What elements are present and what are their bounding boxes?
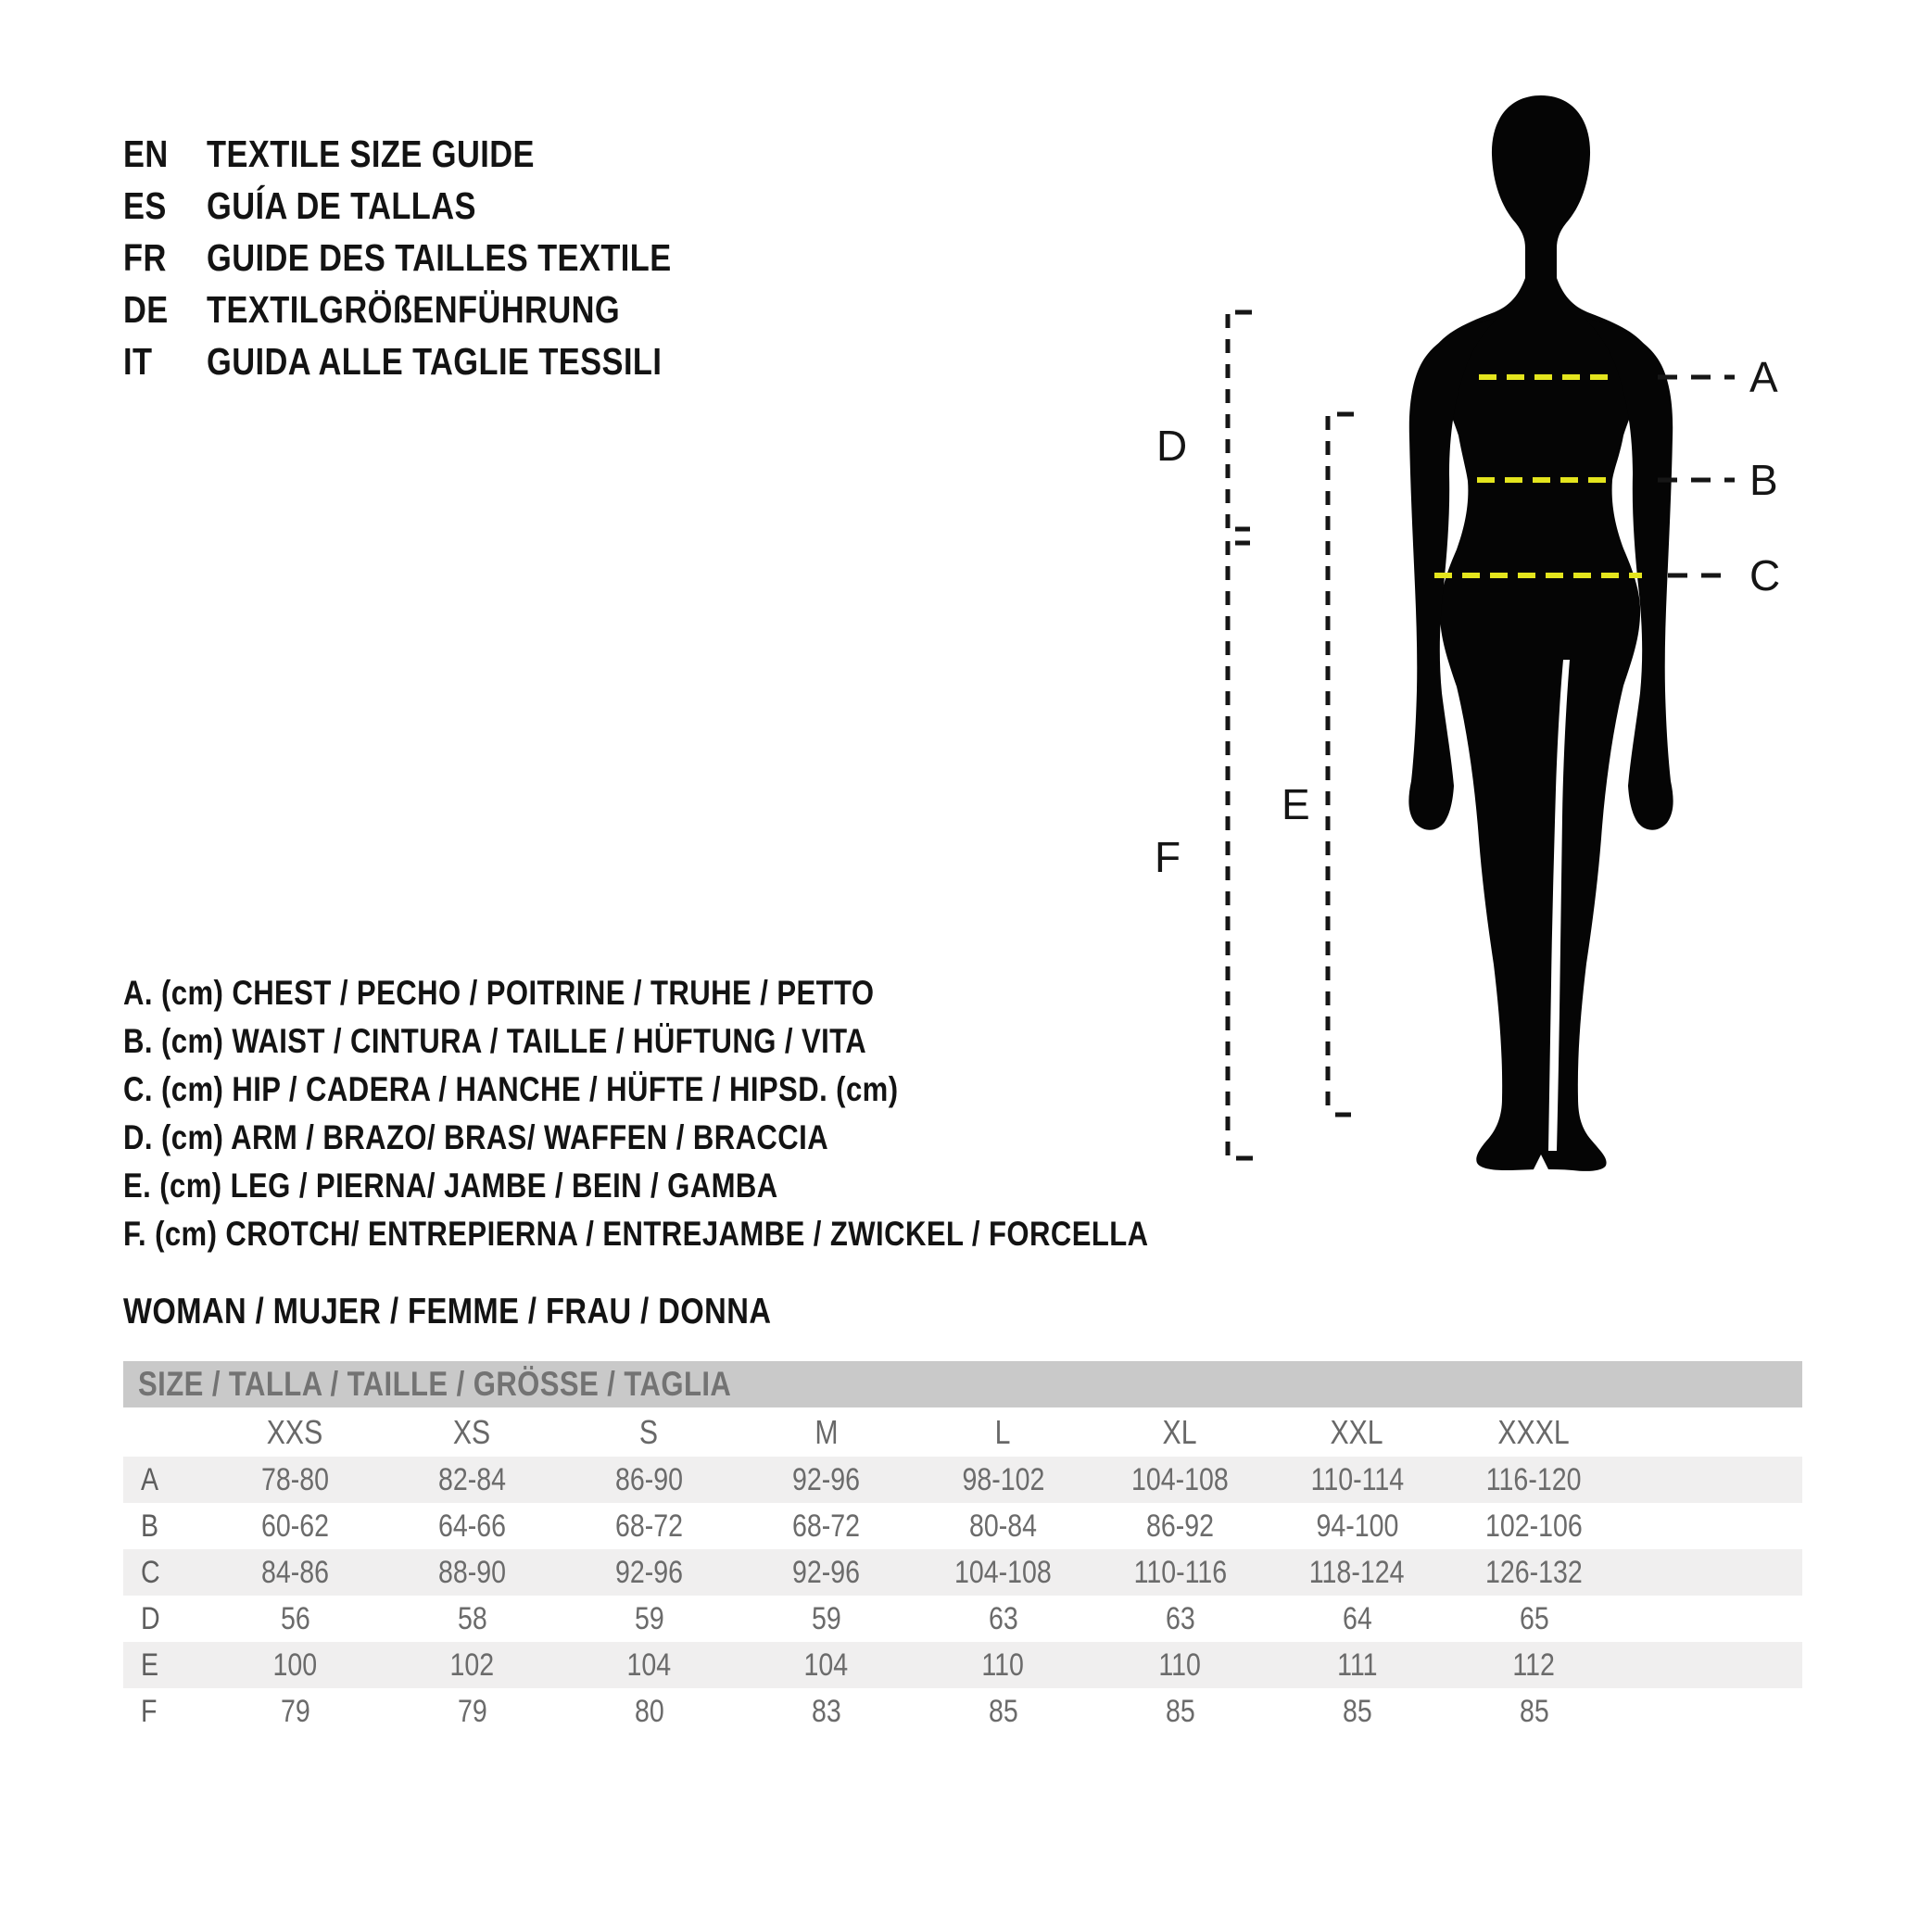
- size-value: [1446, 1596, 1623, 1642]
- size-value: [1446, 1457, 1623, 1503]
- language-code: IT: [123, 339, 153, 383]
- size-value: [738, 1596, 915, 1642]
- row-label-text: E: [141, 1647, 159, 1683]
- row-label-text: A: [141, 1462, 159, 1497]
- legend-row: [123, 1066, 1344, 1114]
- size-value: [915, 1549, 1092, 1596]
- size-column-header-text: XXXL: [1497, 1413, 1571, 1451]
- size-value: [561, 1549, 738, 1596]
- size-value-text: 110-114: [1310, 1462, 1404, 1497]
- size-value-text: 94-100: [1316, 1508, 1398, 1544]
- size-value: [384, 1457, 561, 1503]
- row-label: [123, 1457, 207, 1503]
- size-value: [561, 1642, 738, 1688]
- size-value: [1269, 1549, 1446, 1596]
- size-column-header: [1446, 1407, 1623, 1457]
- size-column-header: [1092, 1407, 1269, 1457]
- size-value-text: 85: [1519, 1694, 1549, 1729]
- size-value: [1092, 1596, 1269, 1642]
- legend-text: E. (cm) LEG / PIERNA/ JAMBE / BEIN / GAMBA: [123, 1167, 778, 1205]
- size-value: [1269, 1642, 1446, 1688]
- size-value: [915, 1596, 1092, 1642]
- size-columns-row: [123, 1407, 1802, 1457]
- legend-text: C. (cm) HIP / CADERA / HANCHE / HÜFTE / HIPSD. (cm): [123, 1070, 899, 1108]
- size-column-header: [561, 1407, 738, 1457]
- figure-label-d: D: [1156, 422, 1188, 470]
- row-label: [123, 1549, 207, 1596]
- size-value-text: 92-96: [614, 1555, 684, 1590]
- size-value: [738, 1688, 915, 1735]
- size-column-header: [384, 1407, 561, 1457]
- figure-label-f: F: [1155, 833, 1181, 881]
- size-value: [207, 1688, 384, 1735]
- size-value: [1092, 1549, 1269, 1596]
- woman-silhouette: [1432, 95, 1650, 1171]
- size-value-text: 63: [988, 1601, 1018, 1636]
- size-value-text: 59: [811, 1601, 841, 1636]
- size-value-text: 110: [981, 1647, 1025, 1683]
- size-column-header-text: XXS: [267, 1413, 323, 1451]
- measurement-legend: [123, 969, 1344, 1258]
- legend-row: [123, 1162, 1344, 1210]
- size-column-header-text: M: [814, 1413, 839, 1451]
- size-value: [207, 1457, 384, 1503]
- size-value-text: 58: [457, 1601, 487, 1636]
- size-value: [384, 1688, 561, 1735]
- legend-row: [123, 1114, 1344, 1162]
- size-value-text: 102-106: [1485, 1508, 1583, 1544]
- size-value: [915, 1457, 1092, 1503]
- size-value-text: 104-108: [954, 1555, 1052, 1590]
- size-value-text: 104: [803, 1647, 849, 1683]
- figure-label-b: B: [1749, 456, 1778, 504]
- table-header-text: SIZE / TALLA / TAILLE / GRÖSSE / TAGLIA: [138, 1365, 732, 1403]
- size-value-text: 118-124: [1309, 1555, 1405, 1590]
- size-table-row: [123, 1596, 1802, 1642]
- row-label: [123, 1503, 207, 1549]
- size-table-row: [123, 1688, 1802, 1735]
- size-value-text: 102: [449, 1647, 495, 1683]
- size-value: [1092, 1688, 1269, 1735]
- size-value-text: 100: [272, 1647, 318, 1683]
- size-value: [207, 1549, 384, 1596]
- row-label-text: C: [141, 1555, 160, 1590]
- size-value-text: 83: [811, 1694, 841, 1729]
- size-value: [1269, 1688, 1446, 1735]
- row-label: [123, 1642, 207, 1688]
- size-value: [1269, 1457, 1446, 1503]
- size-value-text: 84-86: [260, 1555, 330, 1590]
- row-filler: [1623, 1549, 1802, 1596]
- size-value-text: 112: [1512, 1647, 1556, 1683]
- size-value: [738, 1549, 915, 1596]
- size-value: [1092, 1642, 1269, 1688]
- size-column-header-text: S: [639, 1413, 659, 1451]
- legend-text: A. (cm) CHEST / PECHO / POITRINE / TRUHE / PETTO: [123, 974, 875, 1012]
- size-column-header-text: XS: [453, 1413, 491, 1451]
- size-column-header-text: L: [995, 1413, 1011, 1451]
- language-code: ES: [123, 183, 167, 227]
- size-value: [561, 1688, 738, 1735]
- legend-text: D. (cm) ARM / BRAZO/ BRAS/ WAFFEN / BRACCIA: [123, 1118, 829, 1156]
- size-value: [561, 1503, 738, 1549]
- size-column-header: [738, 1407, 915, 1457]
- language-title: GUIDA ALLE TAGLIE TESSILI: [207, 339, 663, 383]
- language-code: EN: [123, 132, 169, 175]
- size-value: [738, 1503, 915, 1549]
- size-value-text: 85: [988, 1694, 1018, 1729]
- size-value: [384, 1549, 561, 1596]
- language-code: DE: [123, 287, 169, 331]
- figure-label-c: C: [1749, 551, 1781, 599]
- table-header-band: [123, 1361, 1802, 1407]
- size-value-text: 80-84: [968, 1508, 1038, 1544]
- language-title: TEXTILGRÖßENFÜHRUNG: [207, 287, 621, 331]
- size-column-header-text: XXL: [1330, 1413, 1384, 1451]
- size-value-text: 64: [1342, 1601, 1372, 1636]
- size-value: [738, 1642, 915, 1688]
- size-value-text: 98-102: [962, 1462, 1044, 1497]
- size-column-header: [207, 1407, 384, 1457]
- figure-label-e: E: [1282, 780, 1310, 828]
- legend-row: [123, 969, 1344, 1017]
- row-filler: [1623, 1503, 1802, 1549]
- size-value-text: 116-120: [1486, 1462, 1582, 1497]
- size-value: [1446, 1688, 1623, 1735]
- row-label-text: F: [141, 1694, 158, 1729]
- size-value-text: 82-84: [437, 1462, 507, 1497]
- size-value-text: 65: [1519, 1601, 1549, 1636]
- size-value-text: 86-90: [614, 1462, 684, 1497]
- size-value: [561, 1457, 738, 1503]
- size-value-text: 80: [634, 1694, 664, 1729]
- size-value: [207, 1596, 384, 1642]
- size-table: [123, 1407, 1802, 1735]
- row-label: [123, 1688, 207, 1735]
- size-value: [1446, 1549, 1623, 1596]
- size-value-text: 110-116: [1133, 1555, 1227, 1590]
- row-filler: [1623, 1688, 1802, 1735]
- size-value-text: 64-66: [437, 1508, 507, 1544]
- size-value-text: 88-90: [437, 1555, 507, 1590]
- size-value-text: 63: [1165, 1601, 1195, 1636]
- legend-text: B. (cm) WAIST / CINTURA / TAILLE / HÜFTUNG / VITA: [123, 1022, 867, 1060]
- size-value-text: 59: [634, 1601, 664, 1636]
- legend-text: F. (cm) CROTCH/ ENTREPIERNA / ENTREJAMBE / ZWICKEL / FORCELLA: [123, 1215, 1149, 1253]
- size-columns-filler: [1623, 1407, 1802, 1457]
- row-label: [123, 1596, 207, 1642]
- size-value: [384, 1596, 561, 1642]
- size-value-text: 56: [280, 1601, 310, 1636]
- size-value-text: 85: [1165, 1694, 1195, 1729]
- size-value-text: 126-132: [1485, 1555, 1583, 1590]
- size-value: [738, 1457, 915, 1503]
- size-value: [1446, 1642, 1623, 1688]
- size-value-text: 68-72: [791, 1508, 861, 1544]
- language-title: GUIDE DES TAILLES TEXTILE: [207, 235, 672, 279]
- row-label-text: B: [141, 1508, 159, 1544]
- size-value: [1269, 1596, 1446, 1642]
- row-filler: [1623, 1596, 1802, 1642]
- size-column-header: [1269, 1407, 1446, 1457]
- size-table-row: [123, 1549, 1802, 1596]
- size-value-text: 79: [280, 1694, 310, 1729]
- size-value-text: 104-108: [1131, 1462, 1229, 1497]
- section-heading-text: WOMAN / MUJER / FEMME / FRAU / DONNA: [123, 1292, 772, 1332]
- row-filler: [1623, 1457, 1802, 1503]
- figure-label-a: A: [1749, 353, 1778, 401]
- size-value: [207, 1503, 384, 1549]
- section-heading: [123, 1289, 895, 1335]
- size-value-text: 104: [626, 1647, 672, 1683]
- size-value: [207, 1642, 384, 1688]
- size-columns-spacer: [123, 1407, 207, 1457]
- legend-row: [123, 1017, 1344, 1066]
- language-title: TEXTILE SIZE GUIDE: [207, 132, 535, 175]
- size-value: [915, 1688, 1092, 1735]
- size-value: [561, 1596, 738, 1642]
- legend-row: [123, 1210, 1344, 1258]
- size-value-text: 68-72: [614, 1508, 684, 1544]
- language-code: FR: [123, 235, 167, 279]
- size-value-text: 78-80: [260, 1462, 330, 1497]
- size-column-header-text: XL: [1162, 1413, 1197, 1451]
- size-value: [384, 1642, 561, 1688]
- language-title: GUÍA DE TALLAS: [207, 183, 476, 227]
- size-column-header: [915, 1407, 1092, 1457]
- size-value-text: 79: [457, 1694, 487, 1729]
- size-value-text: 85: [1342, 1694, 1372, 1729]
- size-value: [915, 1642, 1092, 1688]
- size-value: [384, 1503, 561, 1549]
- size-value: [1092, 1503, 1269, 1549]
- size-value-text: 111: [1336, 1647, 1378, 1683]
- size-table-row: [123, 1642, 1802, 1688]
- size-value-text: 110: [1158, 1647, 1202, 1683]
- size-value: [915, 1503, 1092, 1549]
- size-value: [1446, 1503, 1623, 1549]
- size-value-text: 92-96: [791, 1555, 861, 1590]
- size-table-row: [123, 1457, 1802, 1503]
- row-filler: [1623, 1642, 1802, 1688]
- size-value-text: 92-96: [791, 1462, 861, 1497]
- size-value: [1269, 1503, 1446, 1549]
- row-label-text: D: [141, 1601, 160, 1636]
- size-value-text: 60-62: [260, 1508, 330, 1544]
- size-value: [1092, 1457, 1269, 1503]
- size-table-row: [123, 1503, 1802, 1549]
- size-value-text: 86-92: [1145, 1508, 1215, 1544]
